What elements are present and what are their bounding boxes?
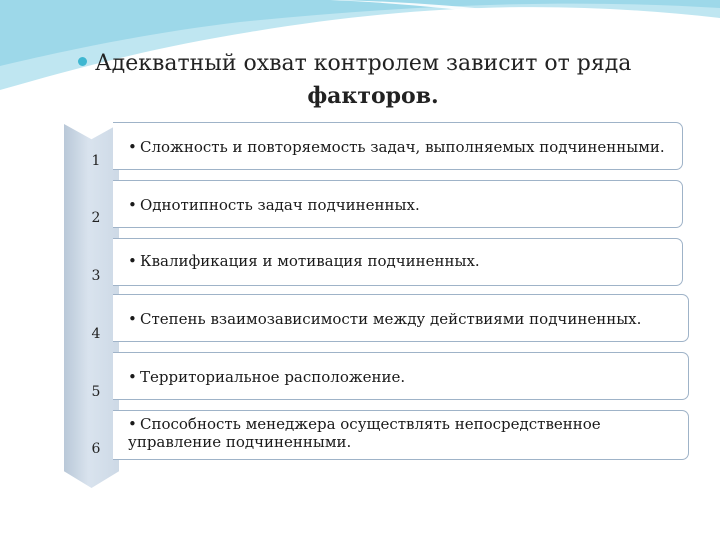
step-text-1: • Сложность и повторяемость задач, выполняемых подчиненными. [128,138,665,156]
bullet-icon: • [128,138,137,156]
step-text-6: • Способность менеджера осуществлять непосредственное управление подчиненными. [128,415,601,451]
step-number-1: 1 [91,153,101,169]
step-text-3: • Квалификация и мотивация подчиненных. [128,252,480,270]
step-number-5: 5 [91,384,101,400]
bullet-icon: • [128,196,137,214]
step-number-2: 2 [91,210,101,226]
bullet-icon: • [128,415,137,433]
title-line-2: факторов. [307,83,439,109]
bullet-icon: • [128,368,137,386]
step-number-6: 6 [91,441,101,457]
step-text-2: • Однотипность задач подчиненных. [128,196,420,214]
bullet-icon: • [128,310,137,328]
step-number-3: 3 [91,268,101,284]
step-text-5: • Территориальное расположение. [128,368,406,386]
step-text-4: • Степень взаимозависимости между действиями подчиненных. [128,310,642,328]
bullet-icon: • [128,252,137,270]
step-number-4: 4 [91,326,101,342]
title-line-1: Адекватный охват контролем зависит от ряда [95,51,632,76]
